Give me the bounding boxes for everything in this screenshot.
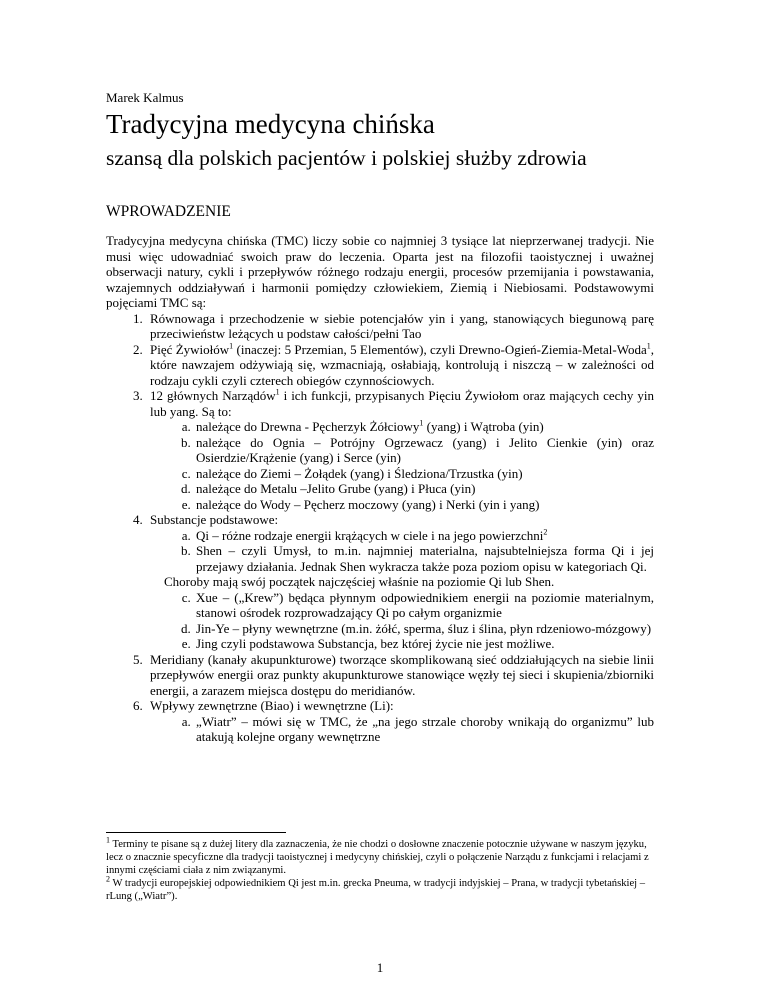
footnote-separator <box>106 832 286 833</box>
sub-list-item: d. Jin-Ye – płyny wewnętrzne (m.in. żółć, sperma, śluz i ślina, płyn rdzeniowo-mózgowy) <box>194 621 654 637</box>
footnote-ref: 1 <box>419 418 424 428</box>
note-line: Choroby mają swój początek najczęściej właśnie na poziomie Qi lub Shen. <box>164 574 555 589</box>
substances-list <box>150 528 654 575</box>
footnotes <box>106 835 654 903</box>
sub-list-item: b. Shen – czyli Umysł, to m.in. najmniej materialna, najsubtelniejsza forma Qi i jej przejawy działania. Jednak Shen wykracza także poza poziom opisu w kategoriach Qi. <box>194 543 654 574</box>
footnote-ref: 1 <box>646 341 651 351</box>
sub-list-item: e. Jing czyli podstawowa Substancja, bez której życie nie jest możliwe. <box>194 636 654 652</box>
sub-list-item: a. należące do Drewna - Pęcherzyk Żółciowy$^1$ (yang) i Wątroba (yin) <box>194 419 654 435</box>
substances-list-cont <box>150 590 654 652</box>
footnote-ref: 1 <box>229 341 234 351</box>
sub-list-item: a. „Wiatr” – mówi się w TMC, że „na jego strzale choroby wnikają do organizmu” lub atakują kolejne organy wewnętrzne <box>194 714 654 745</box>
influences-list <box>150 714 654 745</box>
document-subtitle: szansą dla polskich pacjentów i polskiej służby zdrowia <box>106 146 587 170</box>
sub-list-item: c. należące do Ziemi – Żołądek (yang) i Śledziona/Trzustka (yin) <box>194 466 654 482</box>
body-text <box>106 233 654 745</box>
footnote-2: $^2$ W tradycji europejskiej odpowiednikiem Qi jest m.in. grecka Pneuma, w tradycji indyjskiej – Prana, w tradycji tybetańskiej – rLung („Wiatr”). <box>106 874 646 902</box>
intro-paragraph: Tradycyjna medycyna chińska (TMC) liczy sobie co najmniej 3 tysiące lat nieprzerwanej tradycji. Nie musi więc udowadniać swoich praw do leczenia. Oparta jest na filozofii taoistycznej i uważnej obserwacji natury, cykli i przepływów różnego rodzaju energii, procesów przemijania i powstawania, wzajemnych oddziaływań i harmonii pomiędzy człowiekiem, Ziemią i Niebiosami. Podstawowymi pojęciami TMC są: <box>106 233 654 310</box>
author: Marek Kalmus <box>106 90 184 105</box>
footnote-ref: 2 <box>543 527 548 537</box>
page-number: 1 <box>376 960 384 975</box>
concepts-list <box>106 311 654 745</box>
list-item: 5. Meridiany (kanały akupunkturowe) tworzące skomplikowaną sieć oddziałujących na siebie linii przepływów energii oraz punkty akupunkturowe stanowiące węzły tej sieci i skupienia/zbiorniki energii, a zarazem miejsca dostępu do meridianów. <box>146 652 654 699</box>
list-item: 6. Wpływy zewnętrzne (Biao) i wewnętrzne (Li): a. „Wiatr” – mówi się w TMC, że „na jego strzale choroby wnikają do organizmu” lub atakują kolejne organy wewnętrzne <box>146 698 654 745</box>
section-heading: WPROWADZENIE <box>106 203 231 220</box>
list-item: 3. 12 głównych Narządów$^1$ i ich funkcji, przypisanych Pięciu Żywiołom oraz mających cechy yin lub yang. Są to: a. należące do Drewna - Pęcherzyk Żółciowy$^1$ (yang) i Wątroba (yin) b. należące do Ognia – Potrójny Ogrzewacz (yang) i Jelito Cienkie (yin) oraz Osierdzie/Krążenie (yang) i Serce (yin) c. należące do Ziemi – Żołądek (yang) i Śledziona/Trzustka (yin) d. należące do Metalu –Jelito Grube (yang) i Płuca (yin) e. należące do Wody – Pęcherz moczowy (yang) i Nerki (yin i yang) <box>146 388 654 512</box>
list-item: 2. Pięć Żywiołów$^1$ (inaczej: 5 Przemian, 5 Elementów), czyli Drewno-Ogień-Ziemia-Metal-Woda$^1$, które nawzajem odżywiają się, wzmacniają, osłabiają, kontrolują i niszczą – w zależności od rodzaju cykli czyli czterech obiegów czynnościowych. <box>146 342 654 389</box>
sub-list-item: d. należące do Metalu –Jelito Grube (yang) i Płuca (yin) <box>194 481 654 497</box>
sub-list-item: c. Xue – („Krew”) będąca płynnym odpowiednikiem energii na poziomie materialnym, stanowi ośrodek rozprowadzający Qi po całym organizmie <box>194 590 654 621</box>
sub-list-item: b. należące do Ognia – Potrójny Ogrzewacz (yang) i Jelito Cienkie (yin) oraz Osierdzie/Krążenie (yang) i Serce (yin) <box>194 435 654 466</box>
list-item: 1. Równowaga i przechodzenie w siebie potencjałów yin i yang, stanowiących biegunową parę przeciwieństw leżących u podstaw całości/pełni Tao <box>146 311 654 342</box>
organs-list <box>150 419 654 512</box>
list-item: 4. Substancje podstawowe: a. Qi – różne rodzaje energii krążących w ciele i na jego powierzchni$^2$ b. Shen – czyli Umysł, to m.in. najmniej materialna, najsubtelniejsza forma Qi i jej przejawy działania. Jednak Shen wykracza także poza poziom opisu w kategoriach Qi. Choroby mają swój początek najczęściej właśnie na poziomie Qi lub Shen. c. Xue – („Krew”) będąca płynnym odpowiednikiem energii na poziomie materialnym, stanowi ośrodek rozprowadzający Qi po całym organizmie d. Jin-Ye – płyny wewnętrzne (m.in. żółć, sperma, śluz i ślina, płyn rdzeniowo-mózgowy) e. Jing czyli podstawowa Substancja, bez której życie nie jest możliwe. <box>146 512 654 652</box>
footnote-1: $^1$ Terminy te pisane są z dużej litery dla zaznaczenia, że nie chodzi o dosłowne znaczenie potocznie używane w naszym języku, lecz o znacznie specyficzne dla tradycji taoistycznej i medycyny chińskiej, czyli o połączenie Narządu z funkcjami i relacjami z innymi częściami ciała z nim związanymi. <box>106 835 649 876</box>
sub-list-item: a. Qi – różne rodzaje energii krążących w ciele i na jego powierzchni$^2$ <box>194 528 654 544</box>
sub-list-item: e. należące do Wody – Pęcherz moczowy (yang) i Nerki (yin i yang) <box>194 497 654 513</box>
document-title: Tradycyjna medycyna chińska <box>106 109 435 139</box>
footnote-ref: 1 <box>275 387 280 397</box>
